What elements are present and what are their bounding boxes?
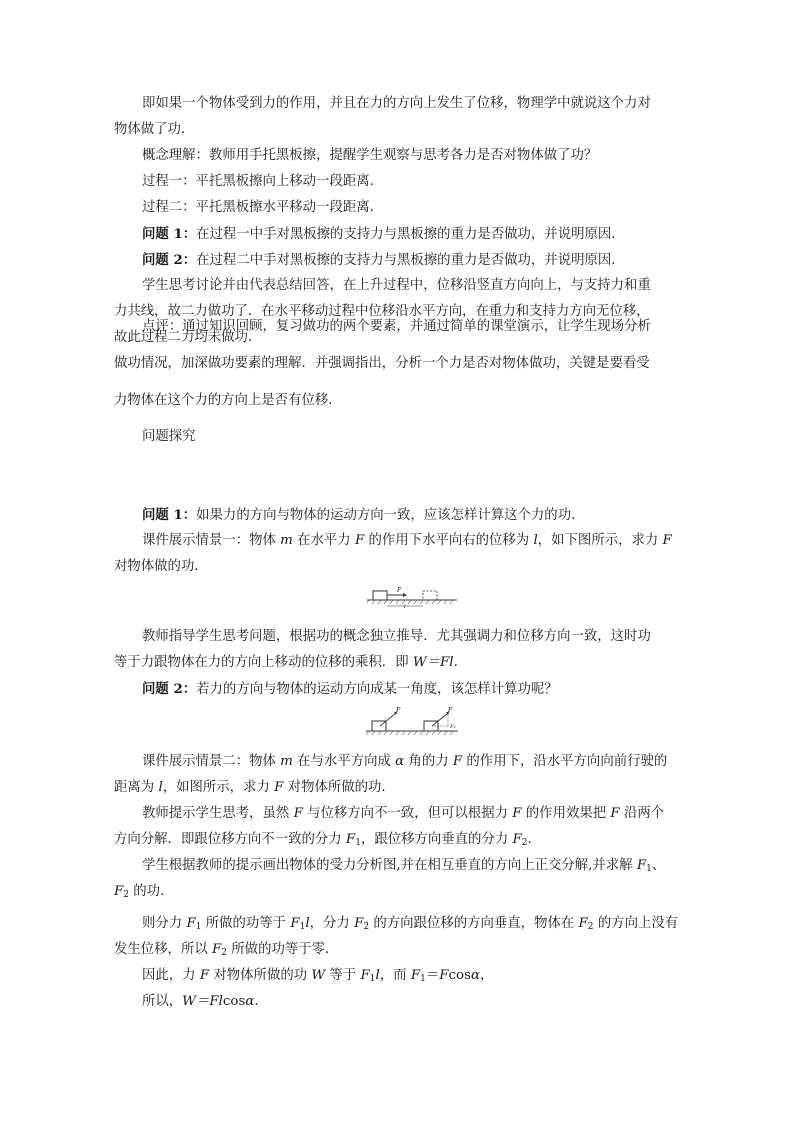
text-line: 即如果一个物体受到力的作用，并且在力的方向上发生了位移，物理学中就说这个力对 bbox=[142, 96, 651, 111]
text-run: . bbox=[527, 832, 532, 847]
paragraph-scenario-two bbox=[114, 749, 667, 801]
paragraph-force-analysis bbox=[114, 853, 665, 905]
var-l: l bbox=[375, 968, 380, 983]
text-run: 课件展示情景二：物体 bbox=[142, 754, 281, 769]
text-run: 所做的功等于零． bbox=[227, 942, 339, 957]
paragraph-inquiry-question-1 bbox=[114, 502, 584, 529]
force-arrow bbox=[432, 713, 448, 726]
label-f2-index: 2 bbox=[453, 725, 456, 729]
var-f: F bbox=[662, 533, 672, 548]
var-f: F bbox=[452, 754, 463, 769]
question-label: 问题 2： bbox=[142, 681, 197, 697]
text-run: 对物体所做的功 bbox=[209, 968, 312, 983]
var-f1: F bbox=[345, 832, 356, 847]
var-f2: F bbox=[114, 884, 124, 899]
var-m: m bbox=[280, 754, 293, 769]
paragraph-concept: 概念理解：教师用手托黑板擦，提醒学生观察与思考各力是否对物体做了功？ bbox=[142, 148, 598, 163]
var-f: F bbox=[512, 806, 522, 821]
var-f2: F bbox=[212, 942, 222, 957]
text-run: 角的力 bbox=[404, 754, 453, 769]
var-f2: F bbox=[354, 916, 364, 931]
var-f2: F bbox=[578, 916, 588, 931]
text-run: 等于 bbox=[325, 968, 361, 983]
text-run: 的功． bbox=[129, 884, 174, 899]
var-f: F bbox=[199, 968, 210, 983]
text-run: 在与水平方向成 bbox=[292, 754, 396, 769]
label-f: F bbox=[448, 707, 453, 714]
subscript: 2 bbox=[221, 948, 228, 958]
question-label: 问题 2： bbox=[142, 252, 197, 268]
subscript: 1 bbox=[195, 922, 202, 932]
subscript: 2 bbox=[587, 922, 594, 932]
text-run: . bbox=[254, 994, 259, 1009]
var-f: F bbox=[610, 806, 620, 821]
paragraph-definition bbox=[114, 91, 651, 143]
text-run: 教师提示学生思考，虽然 bbox=[142, 806, 294, 821]
question-text: 若力的方向与物体的运动方向成某一角度，该怎样计算功呢？ bbox=[196, 682, 558, 697]
text-run: 方向分解．即跟位移方向不一致的分力 bbox=[114, 832, 346, 847]
text-run: 的方向上没有 bbox=[593, 916, 679, 931]
text-run: 在水平力 bbox=[292, 533, 355, 548]
text-run: 因此，力 bbox=[142, 968, 200, 983]
text-line: 点评：通过知识回顾，复习做功的两个要素，并通过简单的课堂演示，让学生现场分析 bbox=[142, 319, 651, 334]
var-f: F bbox=[354, 533, 365, 548]
text-run: ，跟位移方向垂直的分力 bbox=[360, 832, 513, 847]
text-run: 对物体所做的功． bbox=[283, 780, 395, 795]
text-line: 对物体做的功． bbox=[114, 559, 208, 574]
paragraph-component-work bbox=[114, 911, 678, 963]
subscript: 2 bbox=[123, 890, 130, 900]
paragraph-question-1 bbox=[114, 221, 625, 248]
paragraph-decomposition bbox=[114, 801, 664, 853]
paragraph-inquiry-question-2 bbox=[114, 676, 558, 703]
var-f1: F bbox=[290, 916, 300, 931]
text-run: 的作用效果把 bbox=[521, 806, 611, 821]
var-f1: F bbox=[360, 968, 370, 983]
text-run: cos bbox=[448, 968, 471, 983]
text-line: 故此过程二力均未做功． bbox=[114, 330, 262, 345]
text-run: ，而 bbox=[379, 968, 411, 983]
force-arrow bbox=[380, 713, 396, 726]
paragraph-comment bbox=[114, 308, 651, 419]
text-run: 与位移方向不一致，但可以根据力 bbox=[302, 806, 513, 821]
text-run: 的作用下水平向右的位移为 bbox=[364, 533, 534, 548]
label-f2 bbox=[449, 724, 456, 730]
text-run: ＝ bbox=[425, 968, 440, 983]
subscript: 1 bbox=[420, 974, 426, 984]
var-f2: F bbox=[512, 832, 522, 847]
var-w: W bbox=[311, 968, 326, 983]
subscript: 1 bbox=[646, 864, 652, 874]
text-run: 等于力跟物体在力的方向上移动的位移的乘积．即 bbox=[114, 655, 413, 670]
question-text: 如果力的方向与物体的运动方向一致，应该怎样计算这个力的功． bbox=[196, 508, 585, 523]
text-run: 沿两个 bbox=[619, 806, 665, 821]
label-l: l bbox=[404, 604, 406, 608]
paragraph-teacher-guide bbox=[114, 624, 651, 676]
figure-inclined-force bbox=[366, 705, 458, 739]
var-alpha: α bbox=[395, 754, 405, 769]
text-run: 所以， bbox=[142, 994, 183, 1009]
var-l: l bbox=[533, 533, 538, 548]
text-run: 课件展示情景一：物体 bbox=[142, 533, 281, 548]
text-line: 做功情况，加深做功要素的理解．并强调指出，分析一个力是否对物体做功，关键是要看受 bbox=[114, 356, 650, 371]
text-run: 学生根据教师的提示画出物体的受力分析图,并在相互垂直的方向上正交分解,并求解 bbox=[142, 858, 637, 873]
var-l: l bbox=[158, 780, 163, 795]
block-end bbox=[423, 591, 437, 600]
paragraph-conclusion bbox=[114, 989, 259, 1015]
text-run: 则分力 bbox=[142, 916, 187, 931]
subscript: 1 bbox=[299, 922, 306, 932]
var-l: l bbox=[305, 916, 310, 931]
label-f: F bbox=[396, 707, 401, 714]
text-run: 的方向跟位移的方向垂直，物体在 bbox=[369, 916, 579, 931]
var-alpha: α bbox=[245, 994, 255, 1009]
var-alpha: α bbox=[470, 968, 481, 983]
paragraph-process-two: 过程二：平托黑板擦水平移动一段距离． bbox=[142, 200, 384, 215]
question-text: 在过程一中手对黑板擦的支持力与黑板擦的重力是否做功，并说明原因． bbox=[196, 227, 625, 242]
formula: W＝Fl bbox=[182, 994, 223, 1009]
subscript: 1 bbox=[355, 838, 361, 848]
text-line: 物体做了功． bbox=[114, 122, 195, 137]
text-run: 所做的功等于 bbox=[201, 916, 291, 931]
text-line: 力物体在这个力的方向上是否有位移． bbox=[114, 393, 342, 408]
formula: W＝Fl. bbox=[412, 655, 458, 670]
var-f: F bbox=[274, 780, 284, 795]
var-f1: F bbox=[410, 968, 421, 983]
var-f1: F bbox=[636, 858, 647, 873]
var-m: m bbox=[280, 533, 293, 548]
subscript: 1 bbox=[369, 974, 376, 984]
text-run: ，如下图所示，求力 bbox=[537, 533, 663, 548]
text-run: 距离为 bbox=[114, 780, 159, 795]
section-heading-inquiry: 问题探究 bbox=[142, 429, 196, 444]
var-f: F bbox=[439, 968, 449, 983]
text-line: 力共线，故二力做功了．在水平移动过程中位移沿水平方向，在重力和支持力方向无位移， bbox=[114, 304, 650, 319]
text-run: ，如图所示，求力 bbox=[162, 780, 275, 795]
question-text: 在过程二中手对黑板擦的支持力与黑板擦的重力是否做功，并说明原因． bbox=[196, 253, 625, 268]
paragraph-question-2 bbox=[114, 247, 625, 274]
text-run: ，分力 bbox=[309, 916, 355, 931]
paragraph-scenario-one bbox=[114, 528, 672, 580]
text-run: 的作用下，沿水平方向向前行驶的 bbox=[462, 754, 668, 769]
subscript: 2 bbox=[521, 838, 528, 848]
text-line: 学生思考讨论并由代表总结回答，在上升过程中，位移沿竖直方向向上，与支持力和重 bbox=[142, 278, 651, 293]
subscript: 2 bbox=[363, 922, 370, 932]
var-f: F bbox=[293, 806, 303, 821]
label-f2-letter: F bbox=[450, 724, 454, 730]
text-run: 、 bbox=[651, 858, 666, 873]
label-f: F bbox=[397, 587, 402, 594]
figure-horizontal-force bbox=[367, 586, 457, 608]
paragraph-process-one: 过程一：平托黑板擦向上移动一段距离． bbox=[142, 174, 384, 189]
question-label: 问题 1： bbox=[142, 507, 197, 523]
var-f1: F bbox=[186, 916, 196, 931]
question-label: 问题 1： bbox=[142, 226, 197, 242]
block-start bbox=[373, 591, 387, 600]
text-line: 教师指导学生思考问题，根据功的概念独立推导．尤其强调力和位移方向一致，这时功 bbox=[142, 629, 651, 644]
paragraph-total-work bbox=[114, 963, 493, 989]
text-run: cos bbox=[222, 994, 246, 1009]
text-run: ， bbox=[480, 968, 494, 983]
text-run: 发生位移，所以 bbox=[114, 942, 212, 957]
